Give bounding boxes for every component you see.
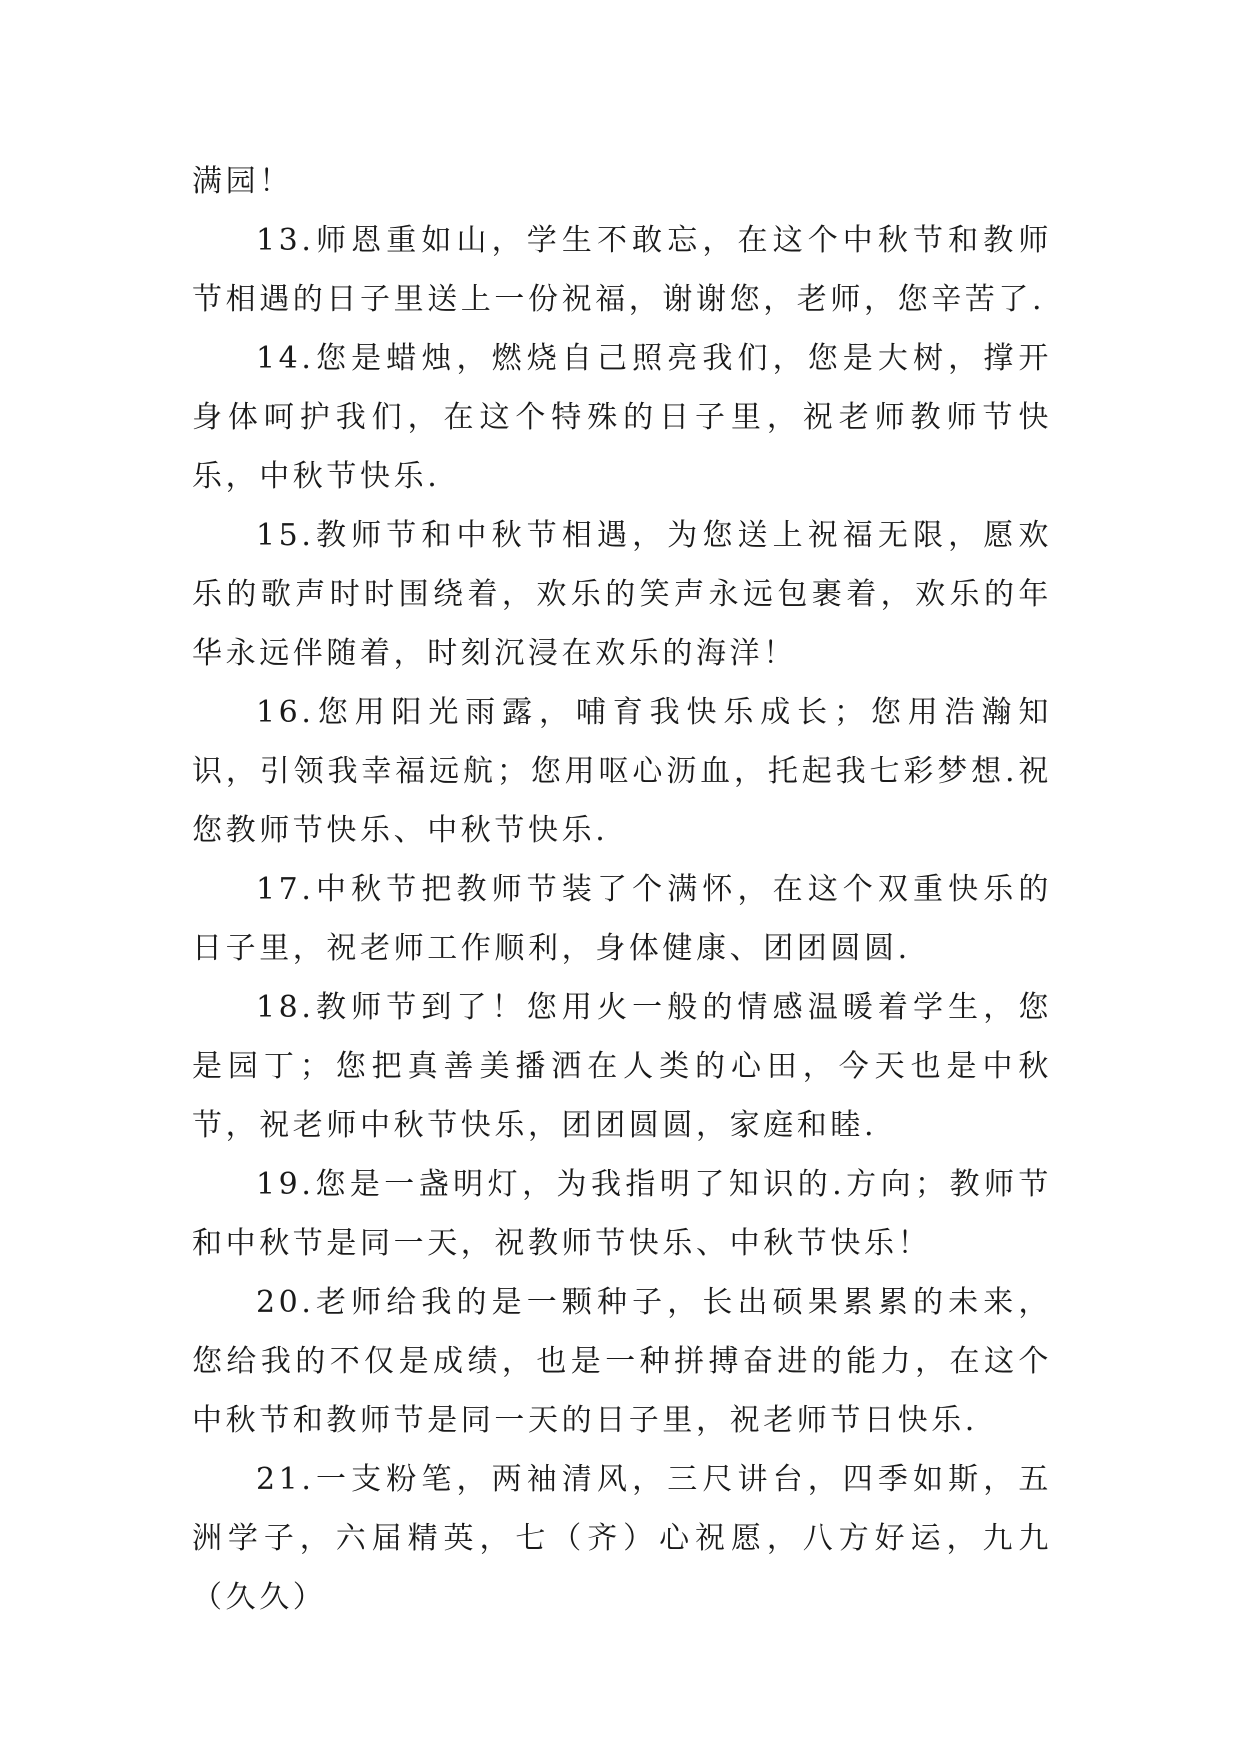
paragraph-16: 16.您用阳光雨露，哺育我快乐成长；您用浩瀚知识，引领我幸福远航；您用呕心沥血，托起我七彩梦想.祝您教师节快乐、中秋节快乐. (192, 695, 1052, 848)
paragraph-21: 21.一支粉笔，两袖清风，三尺讲台，四季如斯，五洲学子，六届精英，七（齐）心祝愿，八方好运，九九（久久） (192, 1462, 1052, 1615)
paragraph-15: 15.教师节和中秋节相遇，为您送上祝福无限，愿欢乐的歌声时时围绕着，欢乐的笑声永远包裹着，欢乐的年华永远伴随着，时刻沉浸在欢乐的海洋！ (192, 518, 1052, 671)
paragraph-20: 20.老师给我的是一颗种子，长出硕果累累的未来，您给我的不仅是成绩，也是一种拼搏奋进的能力，在这个中秋节和教师节是同一天的日子里，祝老师节日快乐. (192, 1285, 1052, 1438)
paragraph-18: 18.教师节到了！您用火一般的情感温暖着学生，您是园丁；您把真善美播洒在人类的心田，今天也是中秋节，祝老师中秋节快乐，团团圆圆，家庭和睦. (192, 990, 1052, 1143)
paragraph-13: 13.师恩重如山，学生不敢忘，在这个中秋节和教师节相遇的日子里送上一份祝福，谢谢您，老师，您辛苦了. (192, 223, 1052, 317)
paragraph-19: 19.您是一盏明灯，为我指明了知识的.方向；教师节和中秋节是同一天，祝教师节快乐、中秋节快乐！ (192, 1167, 1052, 1261)
paragraph-14: 14.您是蜡烛，燃烧自己照亮我们，您是大树，撑开身体呵护我们，在这个特殊的日子里，祝老师教师节快乐，中秋节快乐. (192, 341, 1052, 494)
document-page (192, 152, 1052, 1627)
paragraph-17: 17.中秋节把教师节装了个满怀，在这个双重快乐的日子里，祝老师工作顺利，身体健康、团团圆圆. (192, 872, 1052, 966)
paragraph-continuation: 满园！ (192, 164, 293, 199)
